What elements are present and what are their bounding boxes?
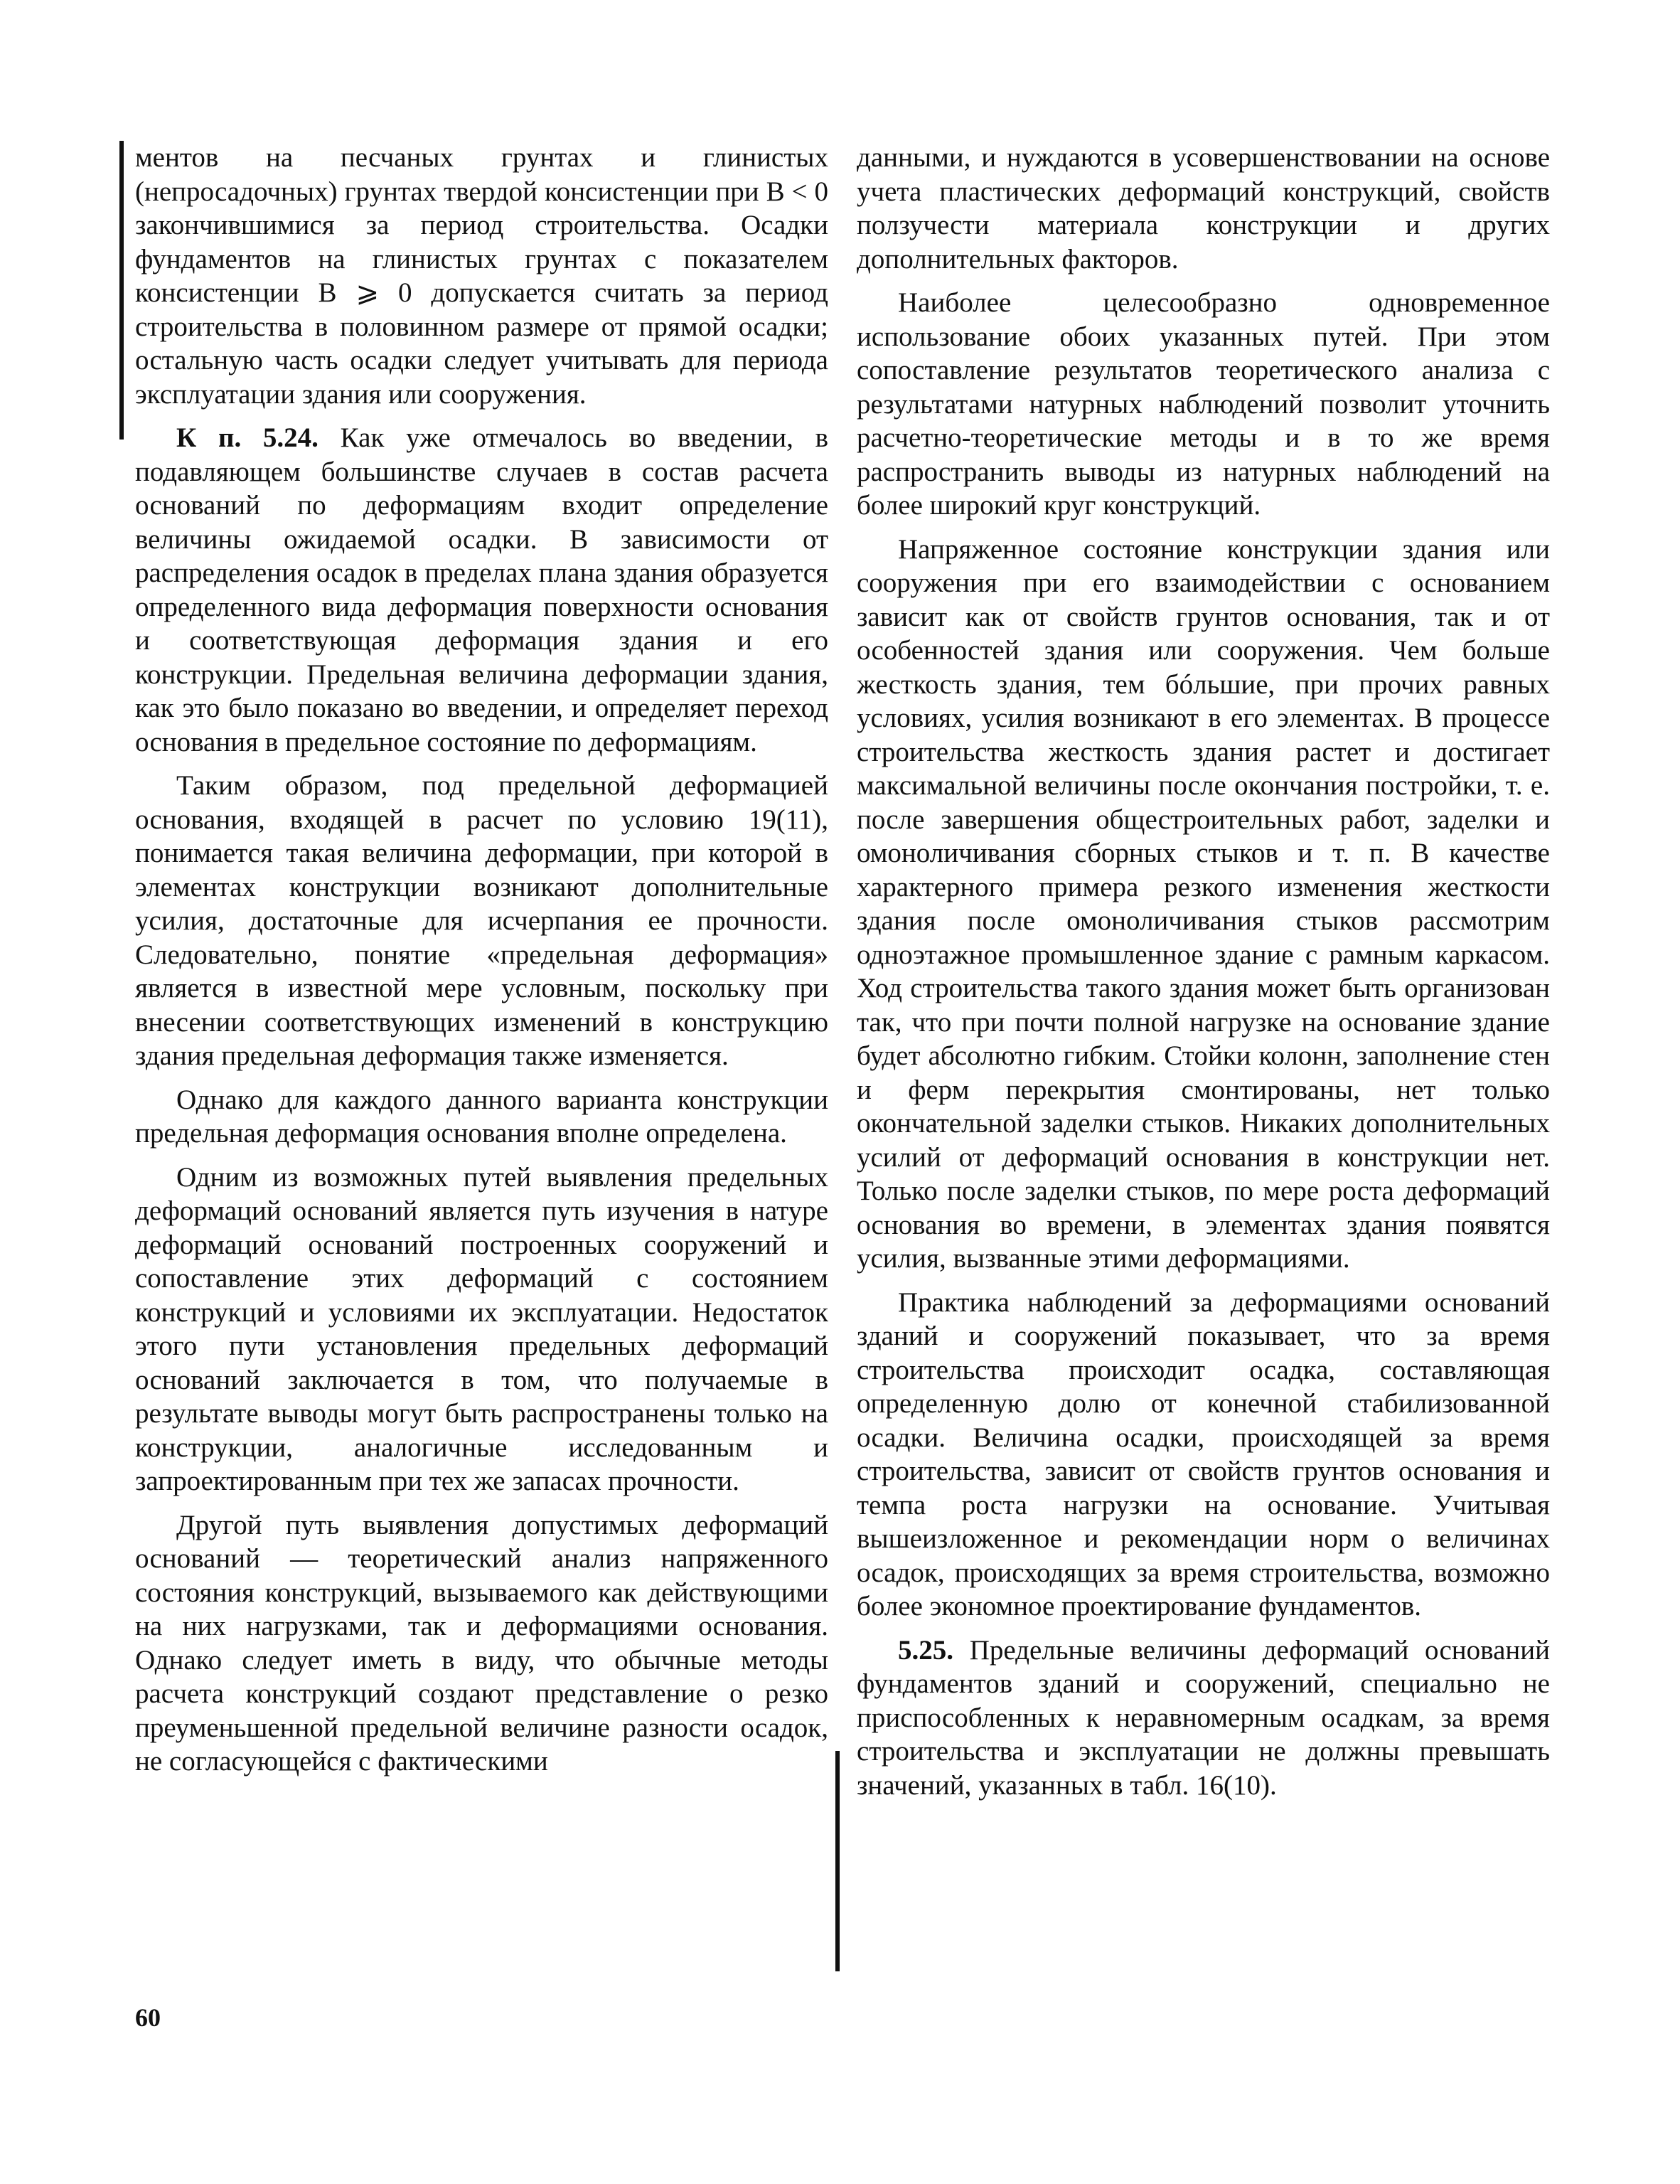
left-column [135,141,828,1789]
paragraph-5-24 [135,421,828,759]
section-heading: К п. 5.24. [176,422,319,453]
paragraph: Напряженное состояние конструкции здания или сооружения при его взаимодействии с основанием зависит как от свойств грунтов основания, так и от особенностей здания или сооружения. Чем больше жесткость здания, тем бóльшие, при прочих равных условиях, усилия возникают в его элементах. В процессе строительства жесткость здания растет и достигает максимальной величины после окончания постройки, т. е. после завершения общестроительных работ, заделки и омоноличивания сборных стыков и т. п. В качестве характерного примера резкого изменения жесткости здания после омоноличивания стыков рассмотрим одноэтажное промышленное здание с рамным каркасом. Ход строительства такого здания может быть организован так, что при почти полной нагрузке на основание здание будет абсолютно гибким. Стойки колонн, заполнение стен и ферм перекрытия смонтированы, нет только окончательной заделки стыков. Никаких дополнительных усилий от деформаций основания в конструкции нет. Только после заделки стыков, по мере роста деформаций основания во времени, в элементах здания появятся усилия, вызванные этими деформациями. [857,533,1550,1274]
paragraph-5-25 [857,1634,1550,1803]
paragraph: Одним из возможных путей выявления предельных деформаций оснований является путь изучения в натуре деформаций оснований построенных сооружений и сопоставление этих деформаций с состоянием конструкций и условиями их эксплуатации. Недостаток этого пути установления предельных деформаций оснований заключается в том, что получаемые в результате выводы могут быть распространены только на конструкции, аналогичные исследованным и запроектированным при тех же запасах прочности. [135,1161,828,1496]
paragraph: Практика наблюдений за деформациями оснований зданий и сооружений показывает, что за время строительства происходит осадка, составляющая определенную долю от конечной стабилизованной осадки. Величина осадки, происходящей за время строительства, зависит от свойств грунтов основания и темпа роста нагрузки на основание. Учитывая вышеизложенное и рекомендации норм о величинах осадок, происходящих за время строительства, возможно более экономное проектирование фундаментов. [857,1287,1550,1621]
paragraph-text: Как уже отмечалось во введении, в подавляющем большинстве случаев в состав расчета оснований по деформациям входит определение величины ожидаемой осадки. В зависимости от распределения осадок в пределах плана здания образуется определенного вида деформация поверхности основания и соответствующая деформация здания и его конструкции. Предельная величина деформации здания, как это было показано во введении, и определяет переход основания в предельное состояние по деформациям. [135,422,828,757]
paragraph: ментов на песчаных грунтах и глинистых (непросадочных) грунтах твердой консистенции при B < 0 закончившимися за период строительства. Осадки фундаментов на глинистых грунтах с показателем консистенции B ⩾ 0 допускается считать за период строительства в половинном размере от прямой осадки; остальную часть осадки следует учитывать для периода эксплуатации здания или сооружения. [135,142,828,410]
paragraph: Другой путь выявления допустимых деформаций оснований — теоретический анализ напряженного состояния конструкций, вызываемого как действующими на них нагрузками, так и деформациями основания. Однако следует иметь в виду, что обычные методы расчета конструкций создают представление о резко преуменьшенной предельной величине разности осадок, не согласующейся с фактическими [135,1509,828,1777]
page-number: 60 [135,2003,161,2032]
paragraph: Таким образом, под предельной деформацией основания, входящей в расчет по условию 19(11), понимается такая величина деформации, при которой в элементах конструкции возникают дополнительные усилия, достаточные для исчерпания ее прочности. Следовательно, понятие «предельная деформация» является в известной мере условным, поскольку при внесении соответствующих изменений в конструкцию здания предельная деформация также изменяется. [135,770,828,1071]
right-column [857,141,1550,1812]
change-marker-bar [119,141,124,440]
paragraph: Наиболее целесообразно одновременное использование обоих указанных путей. При этом сопоставление результатов теоретического анализа с результатами натурных наблюдений позволит уточнить расчетно-теоретические методы и в то же время распространить выводы из натурных наблюдений на более широкий круг конструкций. [857,287,1550,521]
section-heading: 5.25. [898,1634,953,1666]
paragraph-text: Предельные величины деформаций оснований фундаментов зданий и сооружений, специально не приспособленных к неравномерным осадкам, за время строительства и эксплуатации не должны превышать значений, указанных в табл. 16(10). [857,1634,1550,1801]
paragraph: Однако для каждого данного варианта конструкции предельная деформация основания вполне определена. [135,1084,828,1149]
change-marker-bar [835,1751,840,1971]
paragraph: данными, и нуждаются в усовершенствовании на основе учета пластических деформаций конструкций, свойств ползучести материала конструкции и других дополнительных факторов. [857,142,1550,275]
